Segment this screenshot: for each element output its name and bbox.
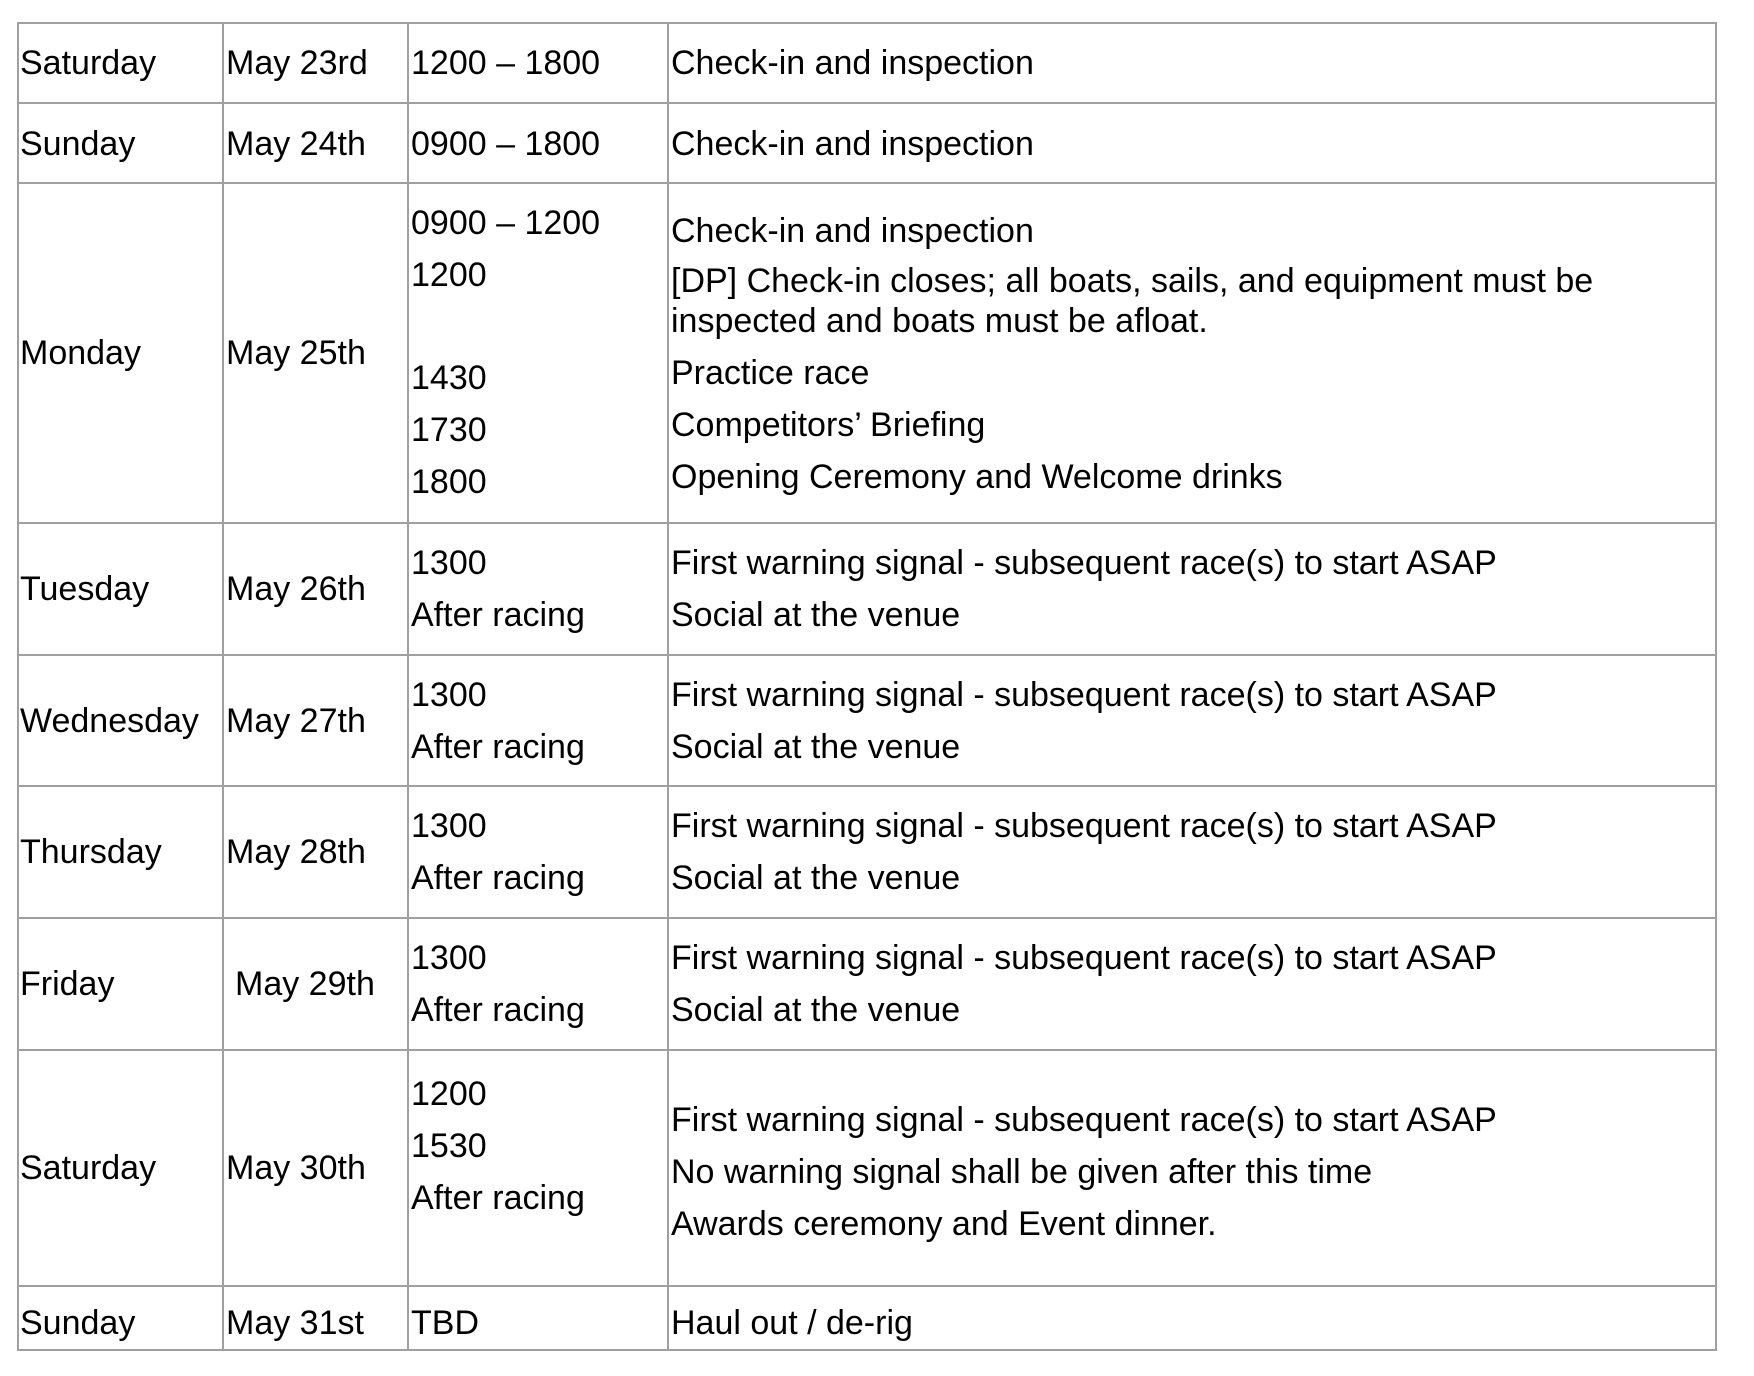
date-label: May 25th xyxy=(226,334,366,372)
time-cell xyxy=(407,524,667,654)
activity-label: First warning signal - subsequent race(s) to start ASAP xyxy=(671,544,1497,582)
table-row xyxy=(19,654,1715,785)
time-label: 1800 xyxy=(411,463,487,501)
date-label: May 29th xyxy=(235,965,375,1003)
date-label: May 28th xyxy=(226,833,366,871)
time-label: 1300 xyxy=(411,676,487,714)
table-row xyxy=(19,1049,1715,1285)
time-label: 1300 xyxy=(411,544,487,582)
activity-cell xyxy=(667,1287,1715,1349)
time-label: 1530 xyxy=(411,1127,487,1165)
date-cell xyxy=(222,1287,407,1349)
activity-cell xyxy=(667,919,1715,1049)
time-label: 1730 xyxy=(411,411,487,449)
time-cell xyxy=(407,184,667,522)
date-cell xyxy=(222,184,407,522)
day-cell xyxy=(19,184,222,522)
activity-label: [DP] Check-in closes; all boats, sails, and equipment must be inspected and boats must be afloat. xyxy=(671,262,1594,340)
activity-label: Awards ceremony and Event dinner. xyxy=(671,1205,1217,1243)
time-label: 1300 xyxy=(411,807,487,845)
date-cell xyxy=(222,919,407,1049)
day-cell xyxy=(19,656,222,785)
time-label: 1200 xyxy=(411,256,487,294)
date-cell xyxy=(222,24,407,102)
activity-cell xyxy=(667,656,1715,785)
time-label: 1200 – 1800 xyxy=(411,44,601,82)
time-cell xyxy=(407,24,667,102)
date-label: May 31st xyxy=(226,1304,364,1342)
date-label: May 23rd xyxy=(226,44,368,82)
day-cell xyxy=(19,787,222,917)
time-label: After racing xyxy=(411,728,585,766)
activity-label: Social at the venue xyxy=(671,596,961,634)
date-cell xyxy=(222,1051,407,1285)
time-label: 1300 xyxy=(411,939,487,977)
activity-cell xyxy=(667,787,1715,917)
day-label: Saturday xyxy=(20,44,157,82)
activity-label: Check-in and inspection xyxy=(671,212,1034,250)
activity-label: First warning signal - subsequent race(s) to start ASAP xyxy=(671,1101,1497,1139)
day-label: Wednesday xyxy=(20,702,199,740)
table-row xyxy=(19,102,1715,182)
table-row xyxy=(19,24,1715,102)
activity-label: Check-in and inspection xyxy=(671,125,1034,163)
date-cell xyxy=(222,787,407,917)
table-row xyxy=(19,1285,1715,1349)
activity-label: Haul out / de-rig xyxy=(671,1304,913,1342)
time-cell xyxy=(407,1287,667,1349)
date-label: May 26th xyxy=(226,570,366,608)
day-label: Monday xyxy=(20,334,141,372)
day-cell xyxy=(19,24,222,102)
day-label: Sunday xyxy=(20,125,136,163)
time-label: TBD xyxy=(411,1304,479,1342)
time-label: 0900 – 1800 xyxy=(411,125,601,163)
activity-label: Social at the venue xyxy=(671,991,961,1029)
activity-cell xyxy=(667,24,1715,102)
table-row xyxy=(19,785,1715,917)
time-label: 1430 xyxy=(411,359,487,397)
day-cell xyxy=(19,919,222,1049)
date-label: May 27th xyxy=(226,702,366,740)
activity-label: First warning signal - subsequent race(s) to start ASAP xyxy=(671,676,1497,714)
activity-cell xyxy=(667,184,1715,522)
time-label: 1200 xyxy=(411,1075,487,1113)
time-cell xyxy=(407,787,667,917)
time-cell xyxy=(407,1051,667,1285)
table-row xyxy=(19,182,1715,522)
time-label: After racing xyxy=(411,859,585,897)
day-label: Thursday xyxy=(20,833,162,871)
time-cell xyxy=(407,919,667,1049)
day-cell xyxy=(19,524,222,654)
time-label: 0900 – 1200 xyxy=(411,204,601,242)
activity-cell xyxy=(667,1051,1715,1285)
time-cell xyxy=(407,656,667,785)
day-cell xyxy=(19,1287,222,1349)
activity-label: Check-in and inspection xyxy=(671,44,1034,82)
activity-label: Social at the venue xyxy=(671,859,961,897)
activity-label: Competitors’ Briefing xyxy=(671,406,986,444)
day-cell xyxy=(19,104,222,182)
date-label: May 30th xyxy=(226,1149,366,1187)
time-label: After racing xyxy=(411,991,585,1029)
date-cell xyxy=(222,104,407,182)
time-cell xyxy=(407,104,667,182)
time-label: After racing xyxy=(411,1179,585,1217)
activity-label: No warning signal shall be given after this time xyxy=(671,1153,1373,1191)
activity-label: First warning signal - subsequent race(s) to start ASAP xyxy=(671,807,1497,845)
table-row xyxy=(19,917,1715,1049)
day-label: Sunday xyxy=(20,1304,136,1342)
day-label: Tuesday xyxy=(20,570,150,608)
time-label: After racing xyxy=(411,596,585,634)
activity-label: Practice race xyxy=(671,354,870,392)
table-row xyxy=(19,522,1715,654)
day-label: Friday xyxy=(20,965,115,1003)
activity-cell xyxy=(667,524,1715,654)
activity-label: First warning signal - subsequent race(s) to start ASAP xyxy=(671,939,1497,977)
activity-cell xyxy=(667,104,1715,182)
day-label: Saturday xyxy=(20,1149,157,1187)
activity-label: Opening Ceremony and Welcome drinks xyxy=(671,458,1283,496)
schedule-table xyxy=(17,22,1717,1351)
date-label: May 24th xyxy=(226,125,366,163)
date-cell xyxy=(222,524,407,654)
day-cell xyxy=(19,1051,222,1285)
date-cell xyxy=(222,656,407,785)
activity-label: Social at the venue xyxy=(671,728,961,766)
